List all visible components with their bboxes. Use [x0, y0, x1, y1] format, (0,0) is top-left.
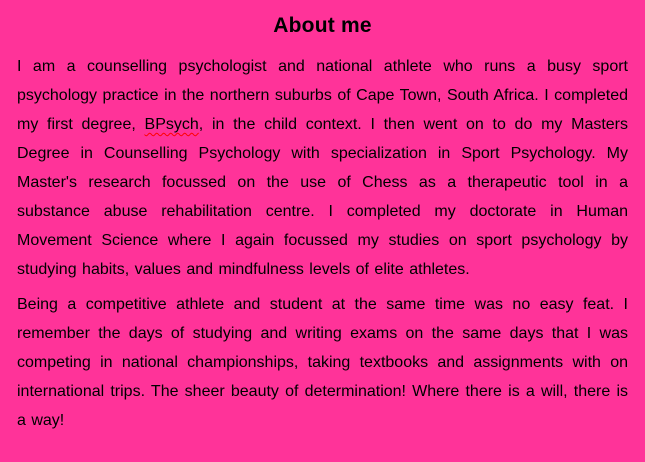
misspelled-word: BPsych [144, 116, 199, 133]
paragraph-1-text-after: , in the child context. I then went on to do my Masters Degree in Counselling Psychology with specialization in Sport Psychology. My Master's research focussed on the use of Chess as a therapeutic tool in a substance abuse rehabilitation centre. I completed my doctorate in Human Movement Science where I again focussed my studies on sport psychology by studying habits, values and mindfulness levels of elite athletes. [17, 116, 629, 278]
about-paragraph-2: Being a competitive athlete and student at the same time was no easy feat. I remember the days of studying and writing exams on the same days that I was competing in national championships, taking textbooks and assignments with on international trips. The sheer beauty of determination! Where there is a will, there is a way! [17, 296, 628, 429]
paragraph-1-text-before: I am a counselling psychologist and national athlete who runs a busy sport psychology practice in the northern suburbs of Cape Town, South Africa. I completed my first degree, [17, 58, 628, 133]
about-paragraph-1 [17, 52, 628, 284]
page-title: About me [273, 14, 372, 37]
